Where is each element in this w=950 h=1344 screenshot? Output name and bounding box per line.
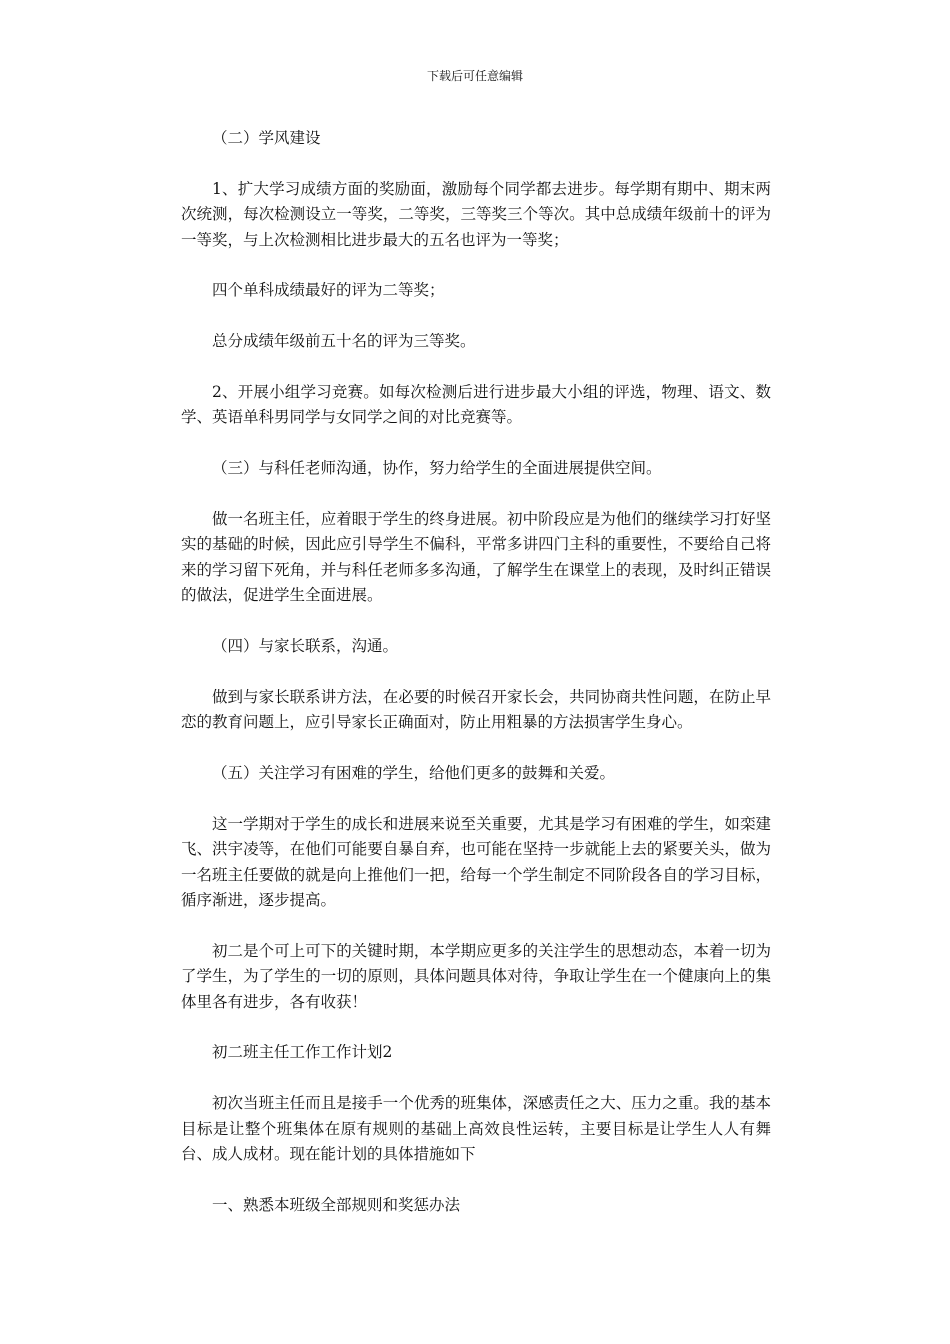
paragraph-third-prize: 总分成绩年级前五十名的评为三等奖。: [212, 332, 476, 351]
section-heading-parent-contact: （四）与家长联系，沟通。: [212, 637, 399, 656]
page-header: 下载后可任意编辑: [426, 69, 523, 83]
section-heading-plan-2: 初二班主任工作工作计划2: [212, 1043, 393, 1062]
paragraph-lifelong-development: 做一名班主任，应着眼于学生的终身进展。初中阶段应是为他们的继续学习打好坚实的基础的时候，因此应引导学生不偏科，平常多讲四门主科的重要性，不要给自己将来的学习留下死角，并与科任老师多多沟通，了解学生在课堂上的表现，及时纠正错误的做法，促进学生全面进展。: [181, 510, 771, 605]
section-heading-study-style: （二）学风建设: [212, 129, 321, 147]
section-heading-teacher-communication: （三）与科任老师沟通，协作，努力给学生的全面进展提供空间。: [212, 459, 662, 478]
paragraph-second-prize: 四个单科成绩最好的评为二等奖；: [212, 281, 445, 300]
section-heading-struggling-students: （五）关注学习有困难的学生，给他们更多的鼓舞和关爱。: [212, 764, 616, 783]
paragraph-reward-scope: 1、扩大学习成绩方面的奖励面，激励每个同学都去进步。每学期有期中、期末两次统测，每次检测设立一等奖，二等奖，三等奖三个等次。其中总成绩年级前十的评为一等奖，与上次检测相比进步最大的五名也评为一等奖；: [181, 179, 771, 249]
paragraph-first-time-teacher: 初次当班主任而且是接手一个优秀的班集体，深感责任之大、压力之重。我的基本目标是让整个班集体在原有规则的基础上高效良性运转，主要目标是让学生人人有舞台、成人成材。现在能计划的具体措施如下: [181, 1094, 771, 1164]
paragraph-group-competition: 2、开展小组学习竞赛。如每次检测后进行进步最大小组的评选，物理、语文、数学、英语单科男同学与女同学之间的对比竞赛等。: [181, 383, 771, 427]
paragraph-parent-methods: 做到与家长联系讲方法，在必要的时候召开家长会，共同协商共性问题，在防止早恋的教育问题上，应引导家长正确面对，防止用粗暴的方法损害学生身心。: [181, 687, 771, 732]
section-heading-rules: 一、熟悉本班级全部规则和奖惩办法: [212, 1195, 461, 1214]
paragraph-critical-semester: 这一学期对于学生的成长和进展来说至关重要，尤其是学习有困难的学生，如栾建飞、洪宇凌等，在他们可能要自暴自弃，也可能在坚持一步就能上去的紧要关头，做为一名班主任要做的就是向上推他们一把，给每一个学生制定不同阶段各自的学习目标，循序渐进，逐步提高。: [181, 814, 771, 910]
paragraph-grade-two-key-period: 初二是个可上可下的关键时期，本学期应更多的关注学生的思想动态，本着一切为了学生，为了学生的一切的原则，具体问题具体对待，争取让学生在一个健康向上的集体里各有进步，各有收获！: [181, 941, 771, 1011]
document-body: [181, 126, 771, 1244]
